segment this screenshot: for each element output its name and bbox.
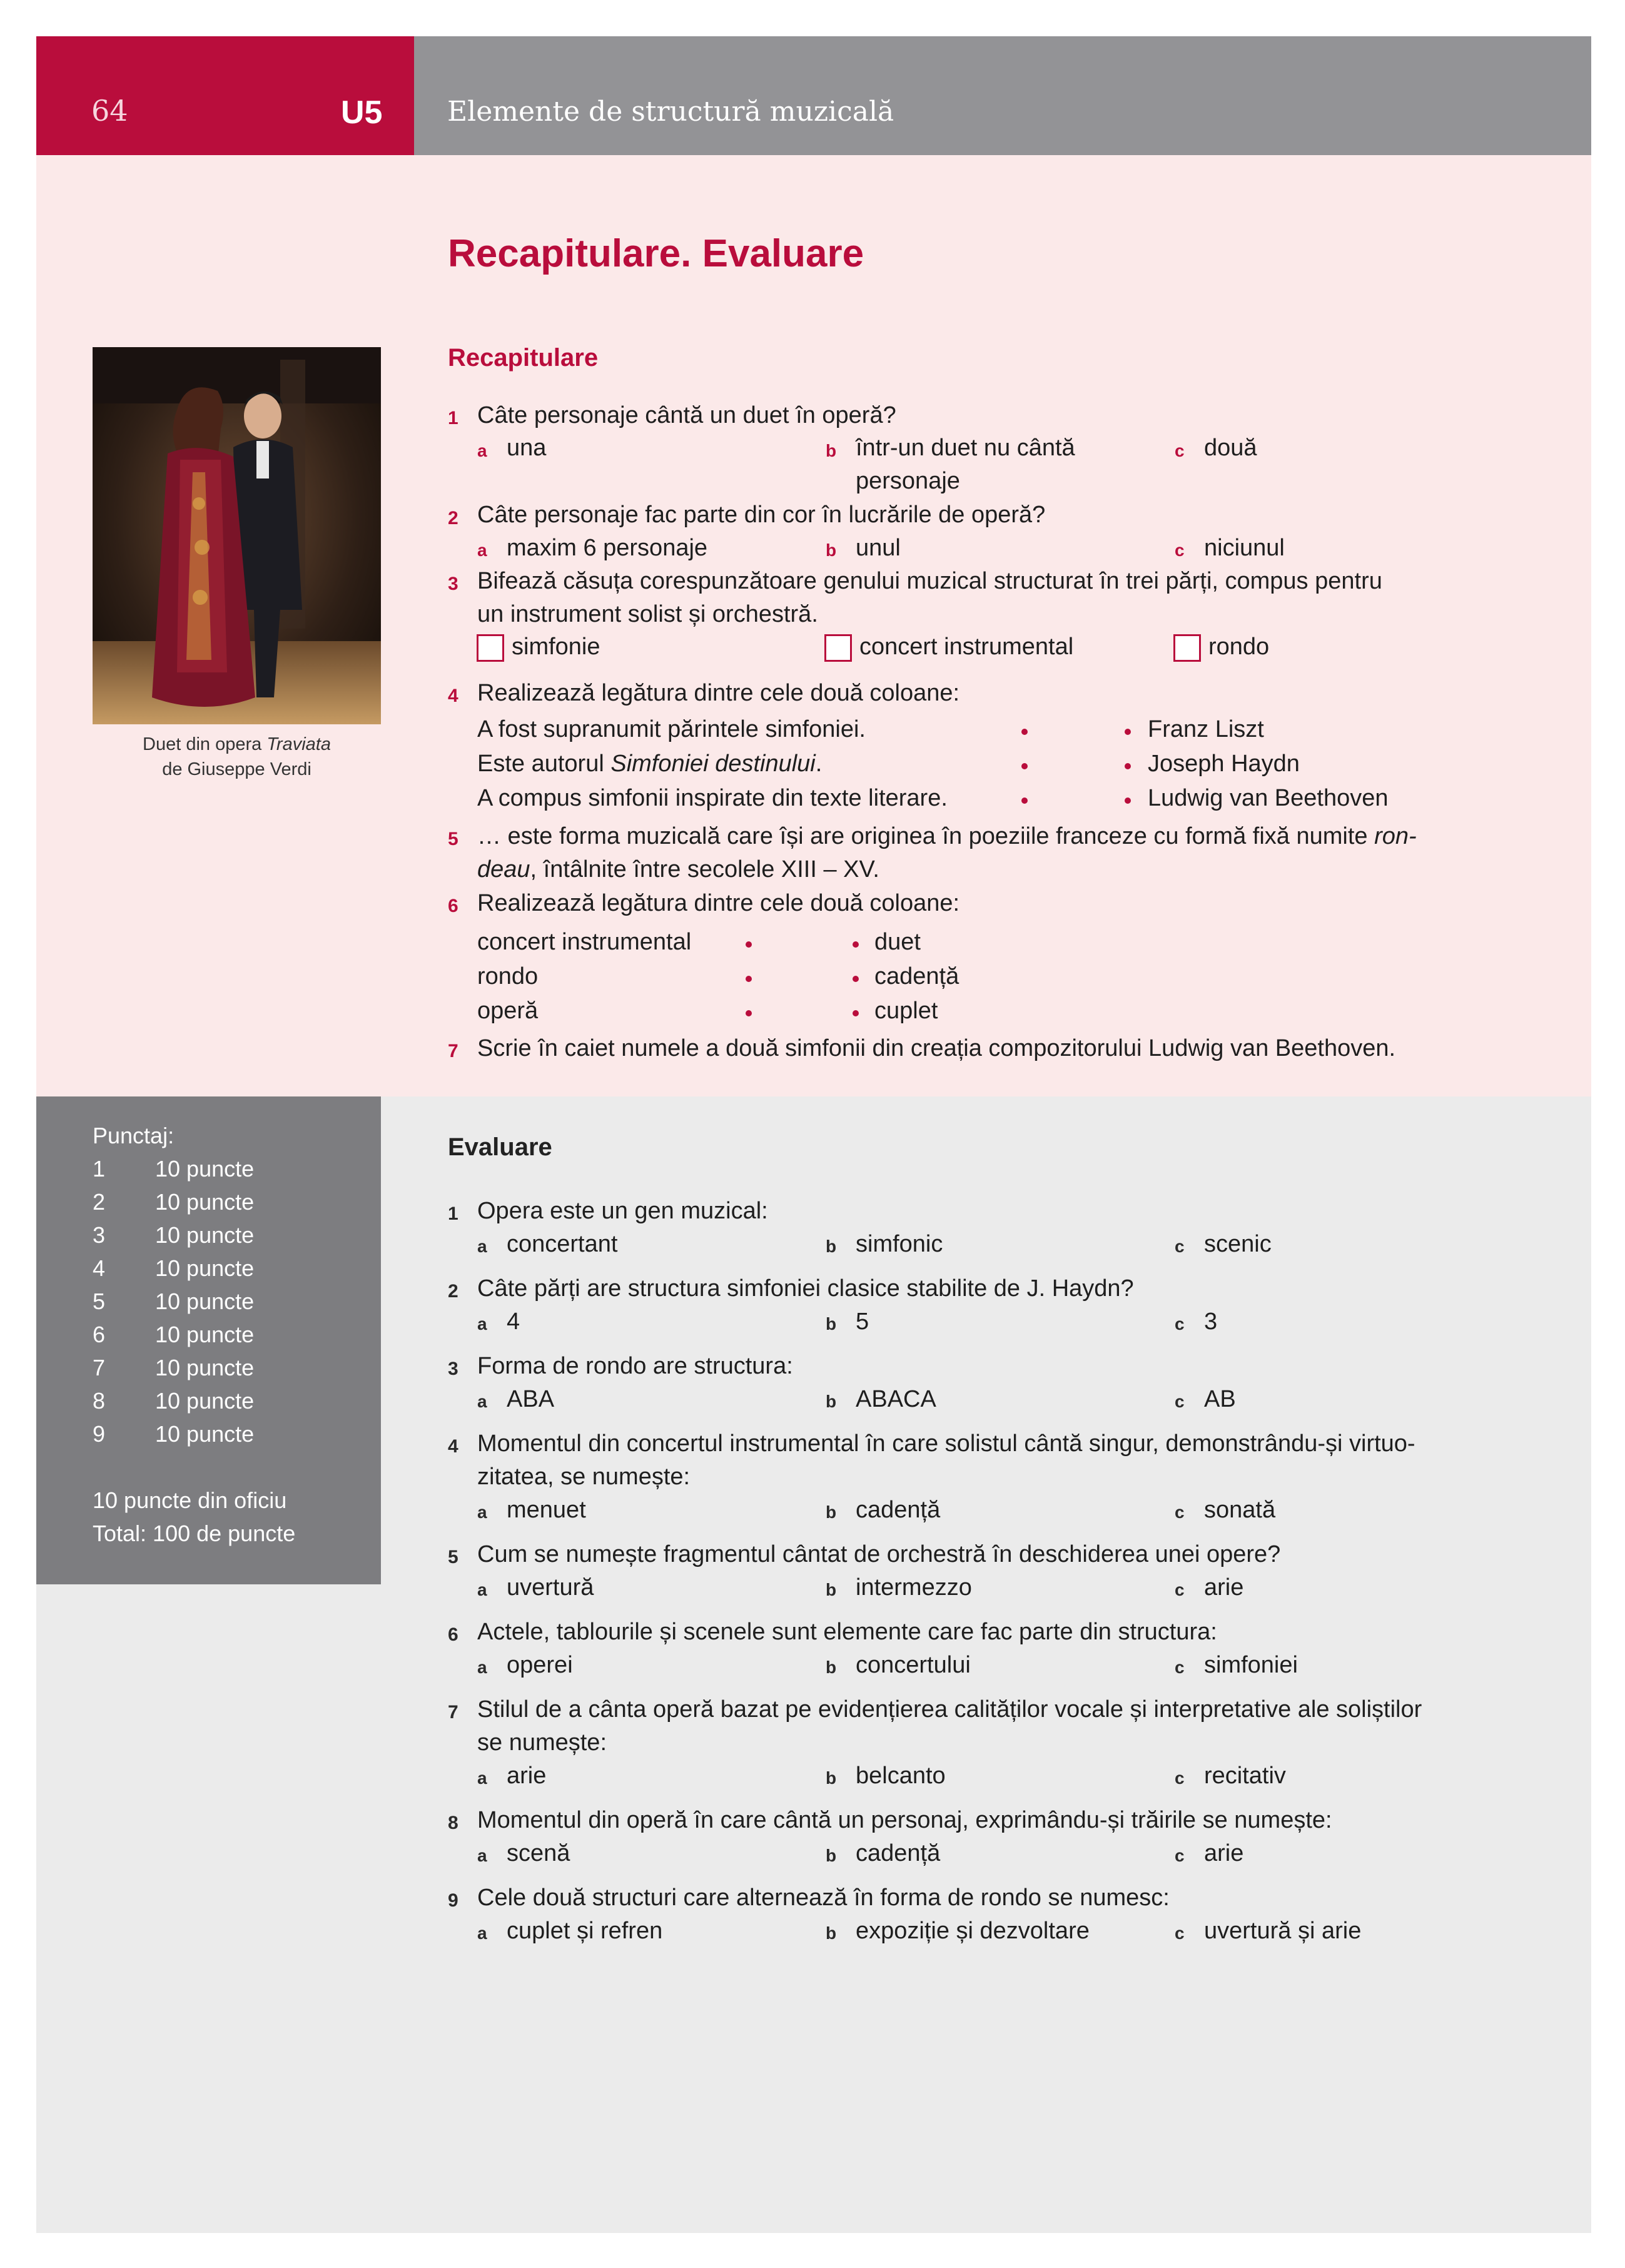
question-text: Stilul de a cânta operă bazat pe evidențierea calităților vocale și interpretative ale soliștilor — [477, 1696, 1422, 1723]
score-row-number: 1 — [93, 1156, 106, 1182]
option-letter: c — [1175, 1923, 1185, 1943]
answer-option: arie — [507, 1763, 547, 1789]
score-row-points: 10 puncte — [155, 1355, 255, 1380]
match-right-item: Joseph Haydn — [1148, 751, 1300, 777]
question-text: Realizează legătura dintre cele două coloane: — [477, 680, 960, 706]
option-letter: b — [826, 1923, 837, 1943]
answer-option: într-un duet nu cântă — [856, 435, 1075, 461]
question-number: 1 — [448, 1203, 458, 1224]
score-row-points: 10 puncte — [155, 1421, 255, 1447]
checkbox-concert-instrumental[interactable] — [824, 634, 852, 662]
question-text: Câte părți are structura simfoniei clasice stabilite de J. Haydn? — [477, 1275, 1134, 1302]
match-left-item: concert instrumental — [477, 929, 692, 955]
page-title: Recapitulare. Evaluare — [448, 232, 864, 275]
question-text: Actele, tablourile și scenele sunt elemente care fac parte din structura: — [477, 1619, 1217, 1645]
match-dot — [746, 1010, 752, 1016]
answer-option: 3 — [1204, 1309, 1218, 1335]
page-number: 64 — [91, 94, 128, 128]
checkbox-simfonie[interactable] — [477, 634, 504, 662]
answer-option: unul — [856, 535, 901, 561]
checkbox-label: concert instrumental — [859, 634, 1074, 660]
answer-option: două — [1204, 435, 1257, 461]
option-letter: c — [1175, 1314, 1185, 1334]
score-row-number: 7 — [93, 1355, 106, 1380]
match-dot — [1021, 729, 1028, 735]
question-text: Câte personaje cântă un duet în operă? — [477, 402, 896, 428]
opera-duet-photo — [93, 347, 381, 724]
question-number: 3 — [448, 574, 458, 594]
answer-option: cuplet și refren — [507, 1918, 663, 1944]
score-row-points: 10 puncte — [155, 1322, 255, 1347]
answer-option: AB — [1204, 1386, 1236, 1412]
question-text: Scrie în caiet numele a două simfonii din creația compozitorului Ludwig van Beethoven. — [477, 1035, 1396, 1061]
question-text: … este forma muzicală care își are originea în poeziile franceze cu formă fixă numite ron- — [477, 823, 1417, 849]
checkbox-label: simfonie — [512, 634, 600, 660]
answer-option: ABA — [507, 1386, 555, 1412]
match-left-item: A fost supranumit părintele simfoniei. — [477, 716, 866, 742]
question-number: 3 — [448, 1359, 458, 1379]
answer-option: belcanto — [856, 1763, 946, 1789]
option-letter: c — [1175, 1392, 1185, 1411]
question-number: 7 — [448, 1041, 458, 1061]
option-letter: a — [477, 1923, 487, 1943]
answer-option: scenic — [1204, 1231, 1272, 1257]
answer-option: sonată — [1204, 1497, 1276, 1523]
score-row-points: 10 puncte — [155, 1189, 255, 1215]
answer-option: arie — [1204, 1840, 1244, 1866]
option-letter: b — [826, 1768, 837, 1788]
match-dot — [853, 941, 859, 948]
match-dot — [853, 976, 859, 982]
option-letter: c — [1175, 1768, 1185, 1788]
option-letter: a — [477, 1768, 487, 1788]
match-left-item: rondo — [477, 963, 539, 990]
match-right-item: cuplet — [874, 998, 938, 1024]
checkbox-rondo[interactable] — [1173, 634, 1201, 662]
answer-option: recitativ — [1204, 1763, 1286, 1789]
question-number: 6 — [448, 896, 458, 916]
answer-option: cadență — [856, 1497, 941, 1523]
photo-caption: Duet din opera Traviata de Giuseppe Verdi — [143, 734, 331, 779]
score-office: 10 puncte din oficiu — [93, 1487, 287, 1513]
option-letter: a — [477, 1846, 487, 1865]
answer-option: ABACA — [856, 1386, 936, 1412]
option-letter: c — [1175, 540, 1185, 560]
option-letter: a — [477, 1314, 487, 1334]
answer-option: simfonic — [856, 1231, 943, 1257]
option-letter: a — [477, 1580, 487, 1599]
answer-option: personaje — [856, 468, 960, 494]
option-letter: a — [477, 1237, 487, 1256]
match-right-item: duet — [874, 929, 921, 955]
score-row-points: 10 puncte — [155, 1156, 255, 1182]
question-text: Câte personaje fac parte din cor în lucrările de operă? — [477, 502, 1046, 528]
question-number: 4 — [448, 686, 458, 706]
question-number: 7 — [448, 1702, 458, 1723]
question-text: Bifează căsuța corespunzătoare genului muzical structurat în trei părți, compus pentru — [477, 568, 1382, 594]
score-row-number: 6 — [93, 1322, 106, 1347]
score-row-number: 8 — [93, 1388, 106, 1414]
option-letter: a — [477, 441, 487, 460]
match-dot — [746, 976, 752, 982]
answer-option: concertant — [507, 1231, 618, 1257]
match-dot — [1125, 797, 1131, 804]
match-right-item: Ludwig van Beethoven — [1148, 785, 1389, 811]
match-left-item: A compus simfonii inspirate din texte literare. — [477, 785, 948, 811]
option-letter: c — [1175, 1502, 1185, 1522]
answer-option: 5 — [856, 1309, 869, 1335]
option-letter: b — [826, 1314, 837, 1334]
score-row-points: 10 puncte — [155, 1388, 255, 1414]
question-number: 5 — [448, 1547, 458, 1567]
option-letter: b — [826, 1392, 837, 1411]
option-letter: c — [1175, 1580, 1185, 1599]
question-text: Realizează legătura dintre cele două coloane: — [477, 890, 960, 916]
answer-option: simfoniei — [1204, 1652, 1298, 1678]
score-row-number: 9 — [93, 1421, 106, 1447]
match-dot — [1125, 729, 1131, 735]
match-dot — [1021, 797, 1028, 804]
score-row-points: 10 puncte — [155, 1222, 255, 1248]
question-number: 2 — [448, 1281, 458, 1302]
recap-heading: Recapitulare — [448, 344, 599, 372]
question-text: Cele două structuri care alternează în forma de rondo se numesc: — [477, 1885, 1170, 1911]
answer-option: expoziție și dezvoltare — [856, 1918, 1090, 1944]
answer-option: scenă — [507, 1840, 570, 1866]
option-letter: a — [477, 1658, 487, 1677]
option-letter: c — [1175, 1846, 1185, 1865]
match-dot — [1021, 763, 1028, 769]
answer-option: 4 — [507, 1309, 520, 1335]
score-title: Punctaj: — [93, 1123, 175, 1148]
answer-option: concertului — [856, 1652, 971, 1678]
question-text: Opera este un gen muzical: — [477, 1198, 768, 1224]
answer-option: arie — [1204, 1574, 1244, 1601]
question-text: Cum se numește fragmentul cântat de orchestră în deschiderea unei opere? — [477, 1541, 1281, 1567]
answer-option: maxim 6 personaje — [507, 535, 708, 561]
option-letter: c — [1175, 1658, 1185, 1677]
question-text: deau, întâlnite între secolele XIII – XV. — [477, 856, 879, 883]
option-letter: b — [826, 1658, 837, 1677]
question-text: se numește: — [477, 1729, 607, 1756]
unit-label: U5 — [341, 94, 383, 131]
option-letter: c — [1175, 441, 1185, 460]
score-row-number: 4 — [93, 1255, 106, 1281]
question-number: 5 — [448, 829, 458, 849]
match-dot — [1125, 763, 1131, 769]
option-letter: b — [826, 1580, 837, 1599]
match-right-item: cadență — [874, 963, 959, 990]
answer-option: intermezzo — [856, 1574, 972, 1601]
answer-option: uvertură și arie — [1204, 1918, 1362, 1944]
option-letter: b — [826, 540, 837, 560]
option-letter: a — [477, 540, 487, 560]
answer-option: cadență — [856, 1840, 941, 1866]
option-letter: b — [826, 1237, 837, 1256]
score-row-number: 5 — [93, 1288, 106, 1314]
answer-option: una — [507, 435, 547, 461]
score-row-points: 10 puncte — [155, 1288, 255, 1314]
score-row-number: 2 — [93, 1189, 106, 1215]
score-row-number: 3 — [93, 1222, 106, 1248]
question-number: 2 — [448, 508, 458, 529]
answer-option: operei — [507, 1652, 573, 1678]
question-text: Momentul din operă în care cântă un personaj, exprimându-și trăirile se numește: — [477, 1807, 1332, 1833]
match-right-item: Franz Liszt — [1148, 716, 1264, 742]
unit-title: Elemente de structură muzicală — [447, 96, 894, 128]
answer-option: niciunul — [1204, 535, 1285, 561]
question-text: un instrument solist și orchestră. — [477, 601, 818, 627]
answer-option: menuet — [507, 1497, 586, 1523]
option-letter: b — [826, 1846, 837, 1865]
match-dot — [746, 941, 752, 948]
question-number: 6 — [448, 1624, 458, 1645]
question-number: 1 — [448, 408, 458, 428]
option-letter: b — [826, 1502, 837, 1522]
option-letter: c — [1175, 1237, 1185, 1256]
match-left-item: operă — [477, 998, 539, 1024]
score-row-points: 10 puncte — [155, 1255, 255, 1281]
option-letter: a — [477, 1502, 487, 1522]
option-letter: a — [477, 1392, 487, 1411]
answer-option: uvertură — [507, 1574, 594, 1601]
question-number: 4 — [448, 1436, 458, 1457]
checkbox-label: rondo — [1208, 634, 1270, 660]
question-text: Forma de rondo are structura: — [477, 1353, 793, 1379]
question-number: 9 — [448, 1890, 458, 1911]
question-number: 8 — [448, 1813, 458, 1833]
match-dot — [853, 1010, 859, 1016]
question-text: Momentul din concertul instrumental în care solistul cântă singur, demonstrându-și virtuo- — [477, 1430, 1415, 1457]
question-text: zitatea, se numește: — [477, 1464, 691, 1490]
score-total: Total: 100 de puncte — [93, 1521, 296, 1546]
evaluation-heading: Evaluare — [448, 1133, 552, 1161]
option-letter: b — [826, 441, 837, 460]
match-left-item: Este autorul Simfoniei destinului. — [477, 751, 823, 777]
